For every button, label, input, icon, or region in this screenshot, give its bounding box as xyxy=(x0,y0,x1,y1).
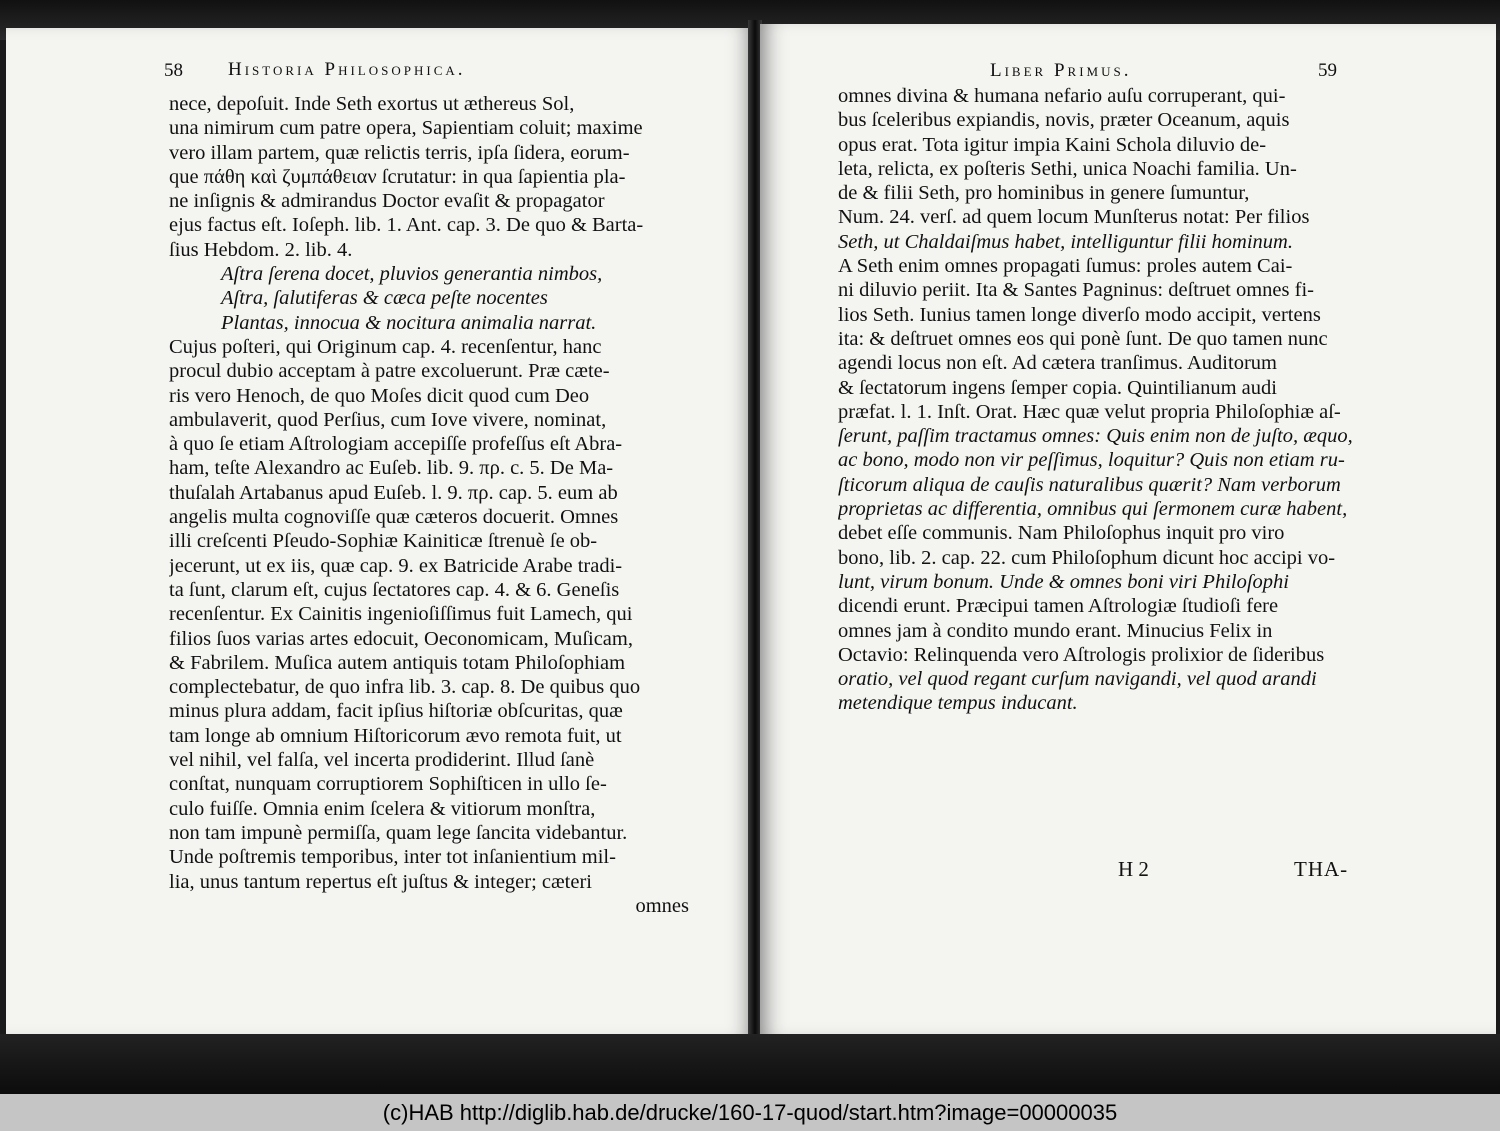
text-line: que πάθη καὶ ζυμπάθειαν ſcrutatur: in qua ſapientia pla- xyxy=(169,165,626,188)
text-line: Aſtra, ſalutiferas & cæca peſte nocentes xyxy=(221,287,548,310)
text-line: præfat. l. 1. Inſt. Orat. Hæc quæ velut propria Philoſophiæ aſ- xyxy=(838,400,1341,423)
text-line: ne inſignis & admirandus Doctor evaſit & propagator xyxy=(169,190,605,213)
text-line: debet eſſe communis. Nam Philoſophus inquit pro viro xyxy=(838,522,1285,545)
text-line: A Seth enim omnes propagati ſumus: proles autem Cai- xyxy=(838,255,1293,278)
text-line: jecerunt, ut ex iis, quæ cap. 9. ex Batricide Arabe tradi- xyxy=(169,554,623,577)
text-line: ſticorum aliqua de cauſis naturalibus quærit? Nam verborum xyxy=(838,473,1341,496)
text-line: ac bono, modo non vir peſſimus, loquitur? Quis non etiam ru- xyxy=(838,449,1345,472)
text-line: thuſalah Artabanus apud Euſeb. l. 9. πρ. cap. 5. eum ab xyxy=(169,481,618,504)
left-text-block xyxy=(169,92,689,918)
text-line: ſius Hebdom. 2. lib. 4. xyxy=(169,238,353,261)
text-line: illi creſcenti Pſeudo-Sophiæ Kainiticæ ſtrenuè ſe ob- xyxy=(169,530,598,553)
left-page-number: 58 xyxy=(164,60,183,81)
text-line: ſerunt, paſſim tractamus omnes: Quis enim non de juſto, æquo, xyxy=(838,425,1353,448)
text-line: bono, lib. 2. cap. 22. cum Philoſophum dicunt hoc accipi vo- xyxy=(838,546,1336,569)
text-line: bus ſceleribus expiandis, novis, præter Oceanum, aquis xyxy=(838,109,1290,132)
scan-bottom-edge xyxy=(0,1034,1500,1094)
left-page xyxy=(6,28,754,1036)
text-line: vel nihil, vel falſa, vel incerta prodiderint. Illud ſanè xyxy=(169,749,595,772)
text-line: complectebatur, de quo infra lib. 3. cap. 8. De quibus quo xyxy=(169,676,641,699)
text-line: vero illam partem, quæ relictis terris, ipſa ſidera, eorum- xyxy=(169,141,630,164)
text-line: ejus factus eſt. Ioſeph. lib. 1. Ant. cap. 3. De quo & Barta- xyxy=(169,214,644,237)
text-line: de & filii Seth, pro hominibus in genere ſumuntur, xyxy=(838,182,1250,205)
text-line: tam longe ab omnium Hiſtoricorum ævo remota fuit, ut xyxy=(169,724,622,747)
text-line: oratio, vel quod regant curſum navigandi, vel quod arandi xyxy=(838,668,1317,691)
text-line: & ſectatorum ingens ſemper copia. Quintilianum audi xyxy=(838,376,1277,399)
text-line: proprietas ac differentia, omnibus qui ſermonem curæ habent, xyxy=(838,498,1348,521)
text-line: Plantas, innocua & nocitura animalia narrat. xyxy=(221,311,597,334)
text-line: ham, teſte Alexandro ac Euſeb. lib. 9. πρ. c. 5. De Ma- xyxy=(169,457,614,480)
text-line: Unde poſtremis temporibus, inter tot inſanientium mil- xyxy=(169,846,616,869)
text-line: à quo ſe etiam Aſtrologiam accepiſſe profeſſus eſt Abra- xyxy=(169,433,623,456)
text-line: procul dubio acceptam à patre excoluerunt. Præ cæte- xyxy=(169,360,610,383)
text-line: agendi locus non eſt. Ad cætera tranſimus. Auditorum xyxy=(838,352,1277,375)
text-line: omnes jam à condito mundo erant. Minucius Felix in xyxy=(838,619,1273,642)
text-line: omnes xyxy=(635,894,689,917)
text-line: non tam impunè permiſſa, quam lege ſancita videbantur. xyxy=(169,821,628,844)
text-line: metendique tempus inducant. xyxy=(838,692,1078,715)
text-line: ta ſunt, clarum eſt, cujus ſectatores cap. 4. & 6. Geneſis xyxy=(169,578,620,601)
text-line: leta, relicta, ex poſteris Sethi, unica Noachi familia. Un- xyxy=(838,157,1297,180)
right-page-number: 59 xyxy=(1318,60,1337,81)
text-line: angelis multa cognoviſſe quæ cæteros docuerit. Omnes xyxy=(169,506,619,529)
text-line: dicendi erunt. Præcipui tamen Aſtrologiæ ſtudioſi fere xyxy=(838,595,1279,618)
text-line: recenſentur. Ex Cainitis ingenioſiſſimus fuit Lamech, qui xyxy=(169,603,633,626)
text-line: ambulaverit, quod Perſius, cum Iove vivere, nominat, xyxy=(169,408,607,431)
text-line: & Fabrilem. Muſica autem antiquis totam Philoſophiam xyxy=(169,651,626,674)
text-line: Octavio: Relinquenda vero Aſtrologis prolixior de ſideribus xyxy=(838,643,1325,666)
signature-mark: H 2 xyxy=(1118,857,1149,881)
text-line: lunt, virum bonum. Unde & omnes boni viri Philoſophi xyxy=(838,570,1289,593)
text-line: Seth, ut Chaldaiſmus habet, intelliguntur filii hominum. xyxy=(838,230,1293,253)
text-line: una nimirum cum patre opera, Sapientiam coluit; maxime xyxy=(169,117,643,140)
text-line: opus erat. Tota igitur impia Kaini Schola diluvio de- xyxy=(838,133,1267,156)
footer-text: (c)HAB http://diglib.hab.de/drucke/160-17-quod/start.htm?image=00000035 xyxy=(382,1100,1118,1125)
right-page xyxy=(760,24,1496,1034)
text-line: nece, depoſuit. Inde Seth exortus ut æthereus Sol, xyxy=(169,93,575,115)
right-running-head: Liber Primus. xyxy=(990,60,1132,81)
text-line: minus plura addam, facit ipſius hiſtoriæ obſcuritas, quæ xyxy=(169,700,623,723)
text-line: ni diluvio periit. Ita & Santes Pagninus: deſtruet omnes fi- xyxy=(838,279,1314,302)
text-line: Aſtra ſerena docet, pluvios generantia nimbos, xyxy=(221,263,603,286)
text-line: culo fuiſſe. Omnia enim ſcelera & vitiorum monſtra, xyxy=(169,797,596,820)
copyright-footer xyxy=(0,1094,1500,1131)
catchword: THA- xyxy=(1294,857,1349,881)
text-line: Num. 24. verſ. ad quem locum Munſterus notat: Per filios xyxy=(838,206,1310,229)
right-text-block xyxy=(838,84,1362,716)
text-line: lia, unus tantum repertus eſt juſtus & integer; cæteri xyxy=(169,870,593,893)
text-line: conſtat, nunquam corruptiorem Sophiſticen in ullo ſe- xyxy=(169,773,607,796)
text-line: omnes divina & humana nefario auſu corruperant, qui- xyxy=(838,85,1286,107)
text-line: Cujus poſteri, qui Originum cap. 4. recenſentur, hanc xyxy=(169,335,602,358)
text-line: ris vero Henoch, de quo Moſes dicit quod cum Deo xyxy=(169,384,590,407)
text-line: ita: & deſtruet omnes eos qui ponè ſunt. De quo tamen nunc xyxy=(838,327,1328,350)
text-line: filios ſuos varias artes edocuit, Oeconomicam, Muſicam, xyxy=(169,627,633,650)
text-line: lios Seth. Iunius tamen longe diverſo modo accipit, vertens xyxy=(838,303,1321,326)
left-running-head: Historia Philosophica. xyxy=(228,59,466,80)
